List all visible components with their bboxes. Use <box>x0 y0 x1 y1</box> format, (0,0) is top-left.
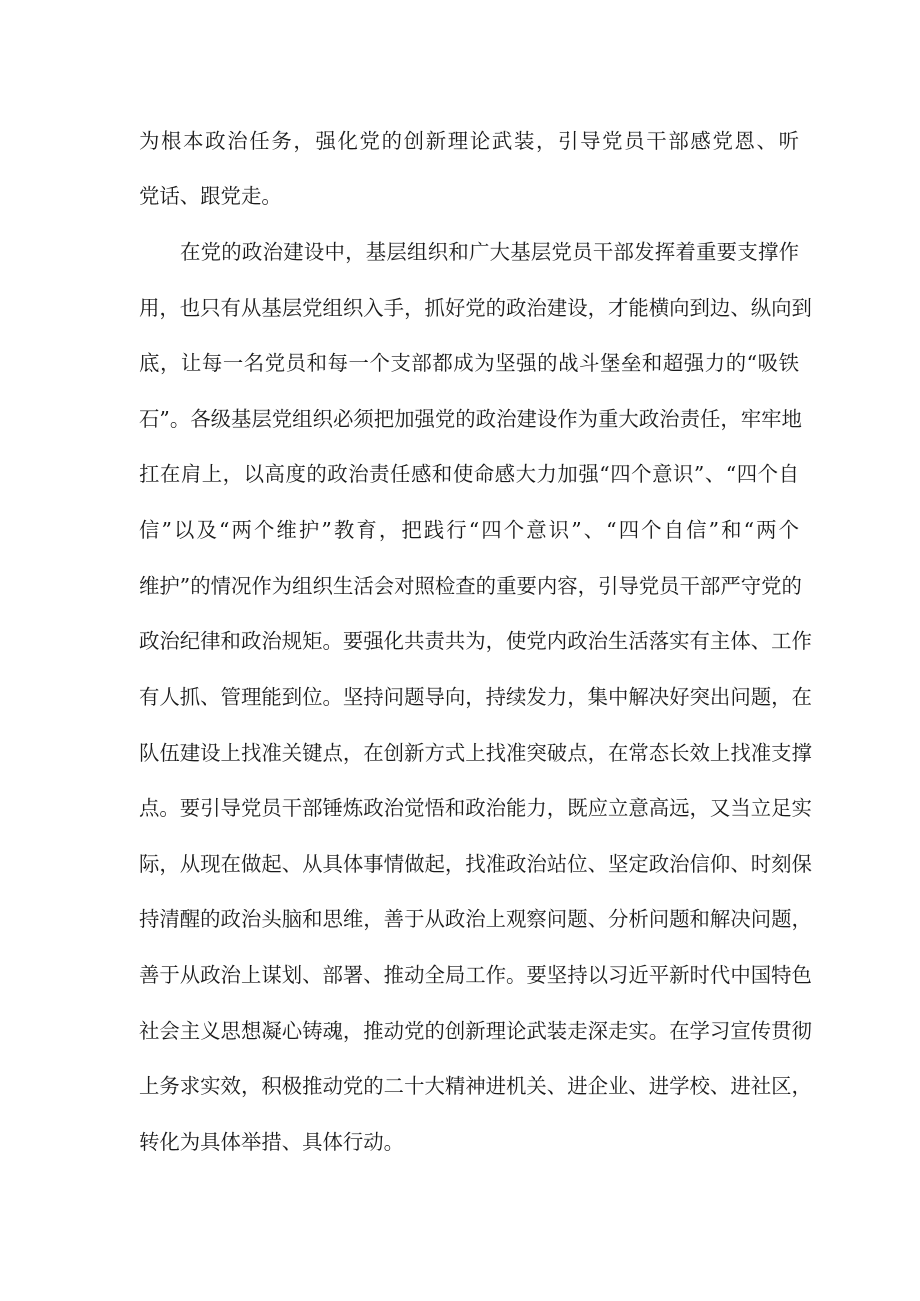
paragraph-2-line-12: 际，从现在做起、从具体事情做起，找准政治站位、坚定政治信仰、时刻保 <box>139 852 812 876</box>
paragraph-2-line-16: 上务求实效，积极推动党的二十大精神进机关、进企业、进学校、进社区， <box>139 1074 812 1098</box>
paragraph-2-line-1: 在党的政治建设中，基层组织和广大基层党员干部发挥着重要支撑作 <box>180 240 799 264</box>
paragraph-2-line-11: 点。要引导党员干部锤炼政治觉悟和政治能力，既应立意高远，又当立足实 <box>139 796 812 820</box>
paragraph-2-line-2: 用，也只有从基层党组织入手，抓好党的政治建设，才能横向到边、纵向到 <box>139 296 812 320</box>
paragraph-2-line-8: 政治纪律和政治规矩。要强化共责共为，使党内政治生活落实有主体、工作 <box>139 629 812 653</box>
paragraph-2-line-14: 善于从政治上谋划、部署、推动全局工作。要坚持以习近平新时代中国特色 <box>139 963 812 987</box>
paragraph-2-line-15: 社会主义思想凝心铸魂，推动党的创新理论武装走深走实。在学习宣传贯彻 <box>139 1019 812 1043</box>
paragraph-2-line-3: 底，让每一名党员和每一个支部都成为坚强的战斗堡垒和超强力的“吸铁 <box>139 351 799 375</box>
paragraph-2-line-4: 石”。各级基层党组织必须把加强党的政治建设作为重大政治责任，牢牢地 <box>139 407 802 431</box>
paragraph-1-line-1: 为根本政治任务，强化党的创新理论武装，引导党员干部感党恩、听 <box>139 129 799 153</box>
paragraph-2-line-5: 扛在肩上，以高度的政治责任感和使命感大力加强“四个意识”、“四个自 <box>139 462 799 486</box>
paragraph-2-line-9: 有人抓、管理能到位。坚持问题导向，持续发力，集中解决好突出问题，在 <box>139 685 812 709</box>
paragraph-2-line-7: 维护”的情况作为组织生活会对照检查的重要内容，引导党员干部严守党的 <box>139 574 802 598</box>
paragraph-2-line-10: 队伍建设上找准关键点，在创新方式上找准突破点，在常态长效上找准支撑 <box>139 741 812 765</box>
paragraph-2-line-6: 信”以及“两个维护”教育，把践行“四个意识”、“四个自信”和“两个 <box>139 518 799 542</box>
paragraph-2-line-17: 转化为具体举措、具体行动。 <box>139 1130 405 1154</box>
paragraph-1-line-2: 党话、跟党走。 <box>139 184 282 208</box>
paragraph-2-line-13: 持清醒的政治头脑和思维，善于从政治上观察问题、分析问题和解决问题， <box>139 907 812 931</box>
